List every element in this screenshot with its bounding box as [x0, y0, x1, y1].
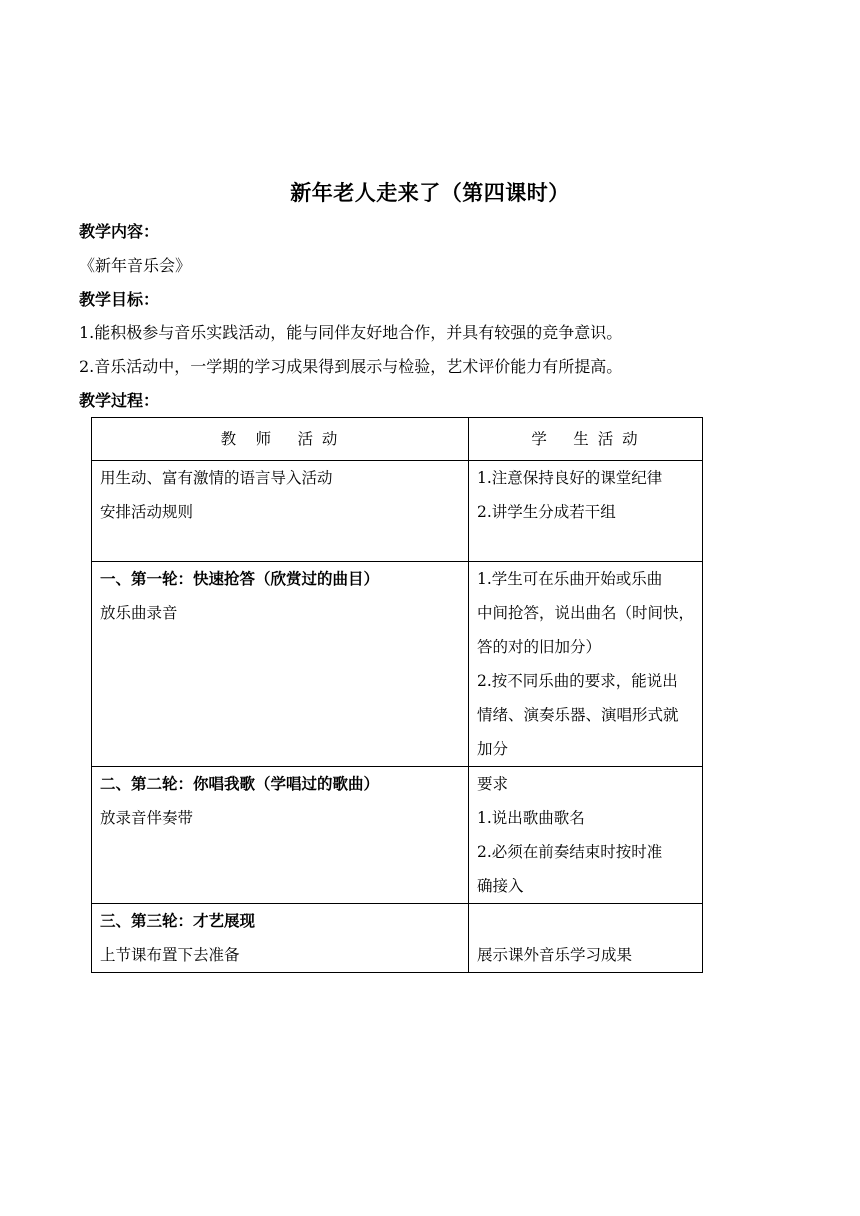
- cell-text: 加分: [476, 740, 508, 758]
- cell-text: 放录音伴奏带: [100, 809, 194, 827]
- document-title: 新年老人走来了（第四课时）: [290, 180, 570, 205]
- student-cell: [468, 562, 702, 767]
- cell-text: 1.学生可在乐曲开始或乐曲: [476, 570, 663, 588]
- round-title: 三、第三轮：才艺展现: [100, 911, 256, 930]
- table-row: [92, 562, 703, 767]
- round-title: 一、第一轮：快速抢答（欣赏过的曲目）: [100, 569, 380, 588]
- table-row: [92, 461, 703, 562]
- cell-text: 安排活动规则: [100, 503, 194, 521]
- teacher-cell: [92, 767, 469, 904]
- cell-text: 情绪、演奏乐器、演唱形式就: [476, 706, 679, 724]
- cell-text: 展示课外音乐学习成果: [476, 946, 632, 964]
- round-title: 二、第二轮：你唱我歌（学唱过的歌曲）: [100, 774, 380, 793]
- table-header-row: [92, 418, 703, 461]
- cell-text: 答的对的旧加分）: [476, 638, 601, 656]
- cell-text: 2.按不同乐曲的要求，能说出: [476, 672, 678, 690]
- cell-text: 2.必须在前奏结束时按时准: [476, 843, 663, 861]
- goal-item-2: 2.音乐活动中，一学期的学习成果得到展示与检验，艺术评价能力有所提高。: [79, 357, 623, 376]
- lesson-process-table: [91, 417, 703, 973]
- goal-item-1: 1.能积极参与音乐实践活动，能与同伴友好地合作，并具有较强的竞争意识。: [79, 323, 623, 342]
- cell-text: 确接入: [476, 877, 524, 895]
- header-teacher-activity: 教 师 活 动: [92, 418, 469, 461]
- table-row: [92, 904, 703, 973]
- cell-text: 要求: [476, 775, 508, 793]
- table-row: [92, 767, 703, 904]
- teacher-cell: [92, 461, 469, 562]
- teacher-cell: [92, 562, 469, 767]
- student-cell: [468, 461, 702, 562]
- cell-text: 1.注意保持良好的课堂纪律: [476, 469, 663, 487]
- student-cell: [468, 904, 702, 973]
- student-cell: [468, 767, 702, 904]
- header-student-activity: 学 生 活 动: [468, 418, 702, 461]
- cell-text: 2.讲学生分成若干组: [476, 503, 616, 521]
- teacher-cell: [92, 904, 469, 973]
- content-text: 《新年音乐会》: [79, 256, 192, 275]
- cell-text: 用生动、富有激情的语言导入活动: [100, 469, 333, 487]
- process-heading: 教学过程：: [79, 391, 160, 410]
- cell-text: 上节课布置下去准备: [100, 946, 240, 964]
- cell-text: 放乐曲录音: [100, 604, 178, 622]
- cell-text: 1.说出歌曲歌名: [476, 809, 585, 827]
- goals-heading: 教学目标：: [79, 290, 160, 309]
- cell-text: 中间抢答，说出曲名（时间快，: [476, 604, 694, 622]
- content-heading: 教学内容：: [79, 222, 160, 241]
